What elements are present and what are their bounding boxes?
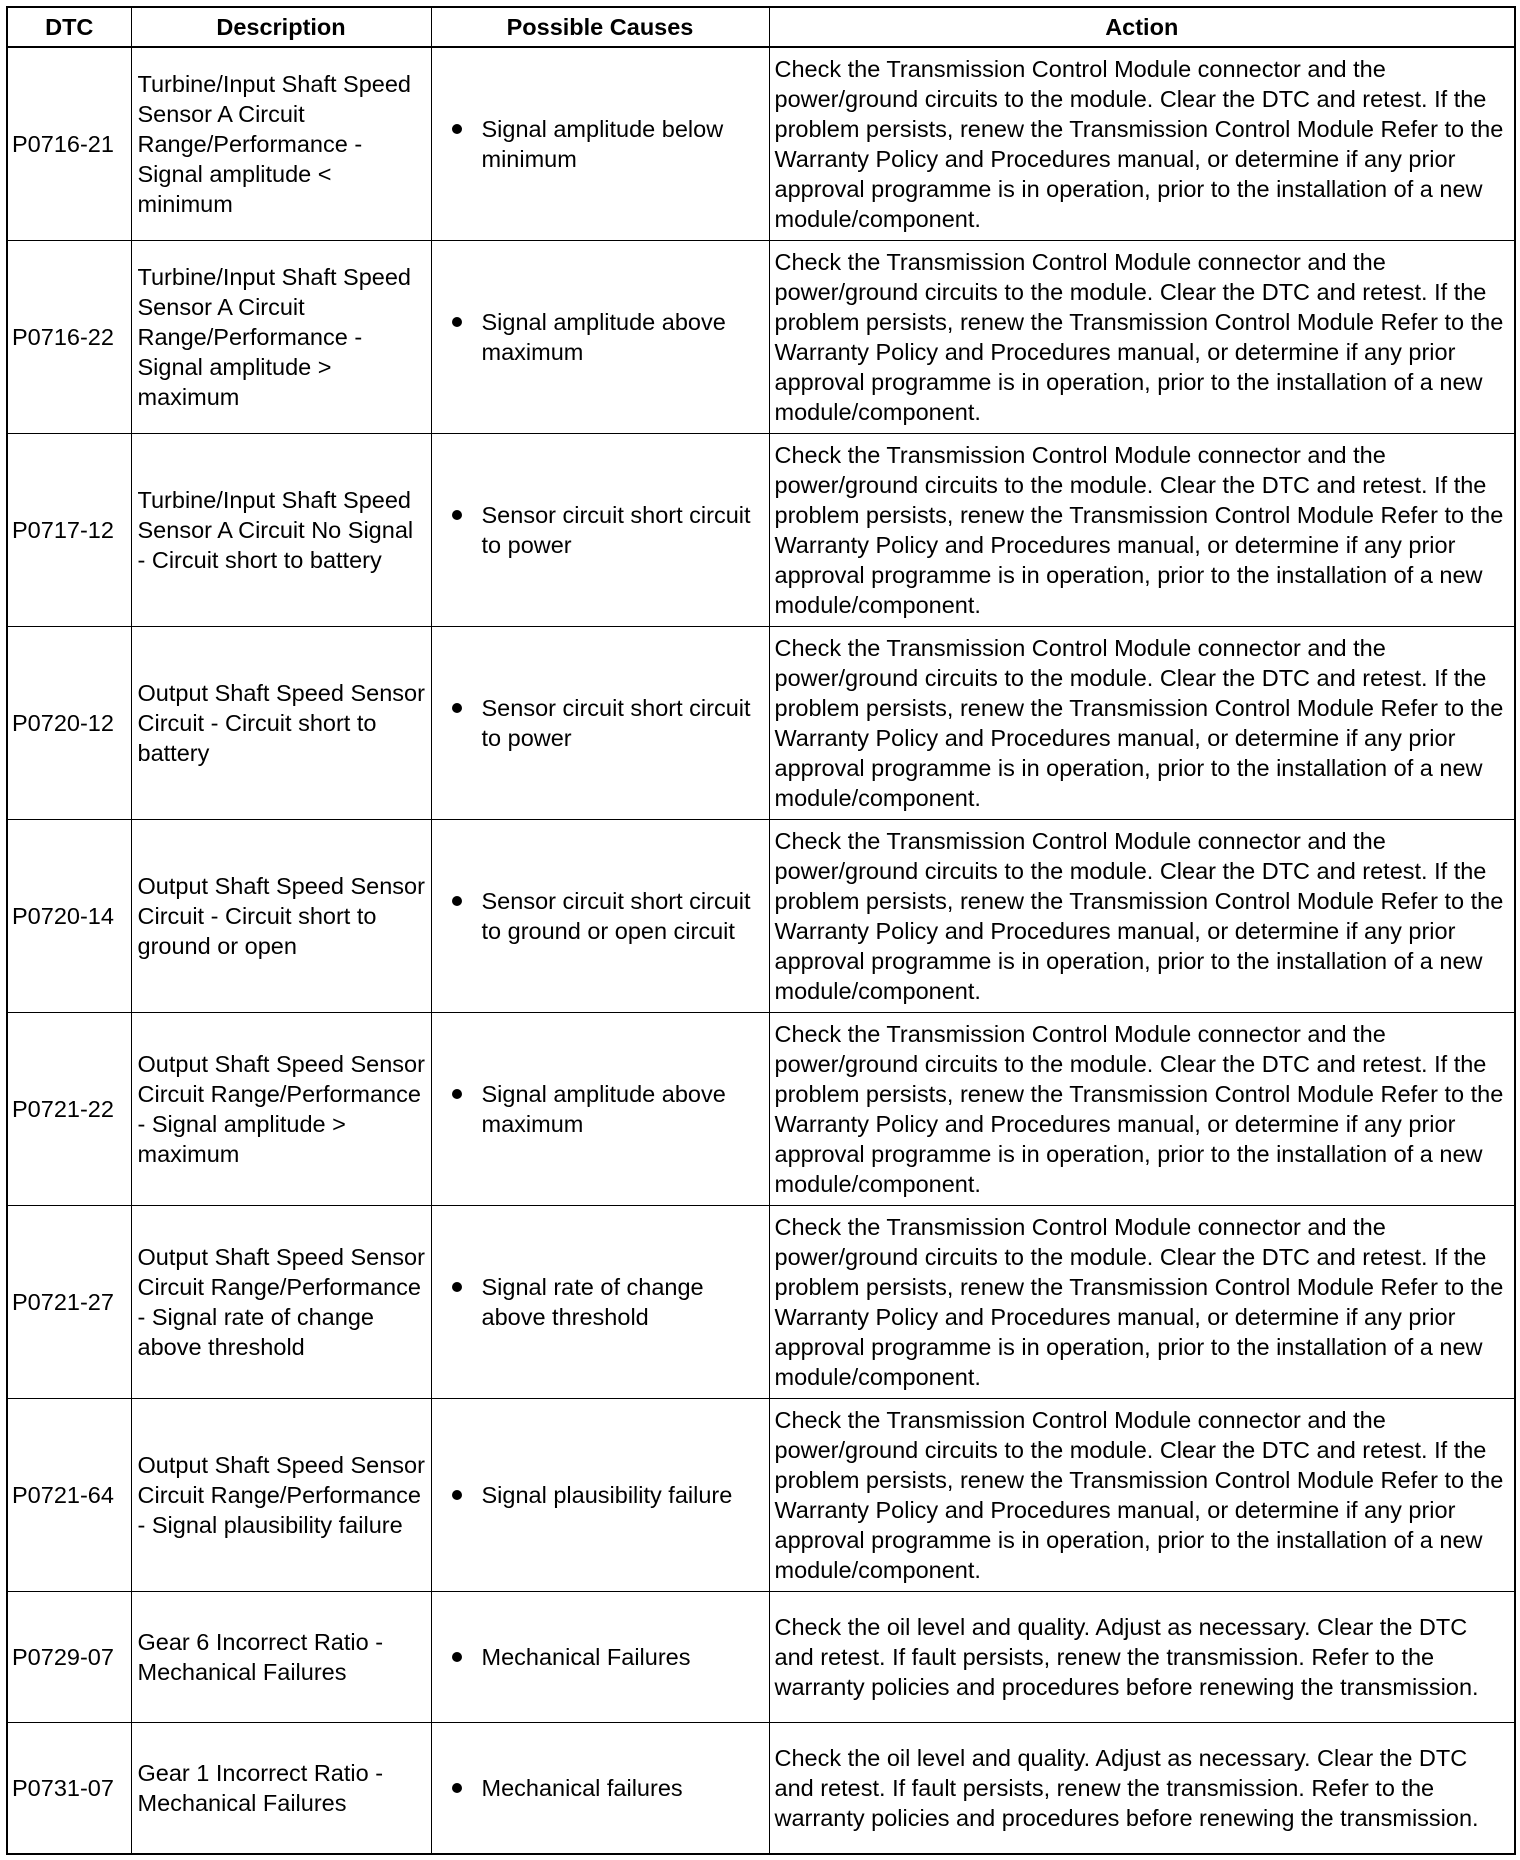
dtc-description: Output Shaft Speed Sensor Circuit - Circuit short to battery [131,627,431,820]
dtc-description: Gear 1 Incorrect Ratio - Mechanical Failures [131,1723,431,1855]
cause-text: Signal amplitude above maximum [481,309,726,365]
cause-text: Signal plausibility failure [481,1482,733,1508]
dtc-code: P0729-07 [7,1592,131,1723]
dtc-description: Output Shaft Speed Sensor Circuit Range/Performance - Signal rate of change above threshold [131,1206,431,1399]
action-text: Check the oil level and quality. Adjust as necessary. Clear the DTC and retest. If fault persists, renew the transmission. Refer to the warranty policies and procedures before renewing the transmission. [769,1592,1515,1723]
bullet-icon [452,1783,462,1793]
dtc-code: P0716-22 [7,241,131,434]
action-text: Check the Transmission Control Module connector and the power/ground circuits to the module. Clear the DTC and retest. If the problem persists, renew the Transmission Control Module Refer to the Warranty Policy and Procedures manual, or determine if any prior approval programme is in operation, prior to the installation of a new module/component. [769,241,1515,434]
header-dtc: DTC [7,7,131,47]
bullet-icon [452,1282,462,1292]
bullet-icon [452,1490,462,1500]
dtc-description: Output Shaft Speed Sensor Circuit Range/Performance - Signal plausibility failure [131,1399,431,1592]
cause-text: Signal amplitude above maximum [481,1081,726,1137]
header-row [7,7,1515,47]
cause-text: Signal amplitude below minimum [481,116,724,172]
header-description: Description [131,7,431,47]
cause-text: Sensor circuit short circuit to power [481,695,751,751]
action-text: Check the Transmission Control Module connector and the power/ground circuits to the module. Clear the DTC and retest. If the problem persists, renew the Transmission Control Module Refer to the Warranty Policy and Procedures manual, or determine if any prior approval programme is in operation, prior to the installation of a new module/component. [769,627,1515,820]
dtc-description: Output Shaft Speed Sensor Circuit Range/Performance - Signal amplitude > maximum [131,1013,431,1206]
bullet-icon [452,703,462,713]
action-text: Check the Transmission Control Module connector and the power/ground circuits to the module. Clear the DTC and retest. If the problem persists, renew the Transmission Control Module Refer to the Warranty Policy and Procedures manual, or determine if any prior approval programme is in operation, prior to the installation of a new module/component. [769,1206,1515,1399]
dtc-description: Gear 6 Incorrect Ratio - Mechanical Failures [131,1592,431,1723]
possible-cause [431,1206,769,1399]
cause-text: Signal rate of change above threshold [481,1274,704,1330]
action-text: Check the Transmission Control Module connector and the power/ground circuits to the module. Clear the DTC and retest. If the problem persists, renew the Transmission Control Module Refer to the Warranty Policy and Procedures manual, or determine if any prior approval programme is in operation, prior to the installation of a new module/component. [769,1399,1515,1592]
dtc-code: P0716-21 [7,47,131,241]
bullet-icon [452,124,462,134]
cause-text: Sensor circuit short circuit to ground or open circuit [481,888,751,944]
action-text: Check the Transmission Control Module connector and the power/ground circuits to the module. Clear the DTC and retest. If the problem persists, renew the Transmission Control Module Refer to the Warranty Policy and Procedures manual, or determine if any prior approval programme is in operation, prior to the installation of a new module/component. [769,820,1515,1013]
possible-cause [431,820,769,1013]
table-row [7,627,1515,820]
table-row [7,1206,1515,1399]
bullet-icon [452,317,462,327]
dtc-code: P0720-12 [7,627,131,820]
dtc-description: Turbine/Input Shaft Speed Sensor A Circuit Range/Performance - Signal amplitude < minimum [131,47,431,241]
table-row [7,1399,1515,1592]
header-possible-causes: Possible Causes [431,7,769,47]
action-text: Check the Transmission Control Module connector and the power/ground circuits to the module. Clear the DTC and retest. If the problem persists, renew the Transmission Control Module Refer to the Warranty Policy and Procedures manual, or determine if any prior approval programme is in operation, prior to the installation of a new module/component. [769,47,1515,241]
cause-text: Sensor circuit short circuit to power [481,502,751,558]
dtc-description: Turbine/Input Shaft Speed Sensor A Circuit No Signal - Circuit short to battery [131,434,431,627]
dtc-description: Output Shaft Speed Sensor Circuit - Circuit short to ground or open [131,820,431,1013]
table-row [7,47,1515,241]
dtc-code: P0731-07 [7,1723,131,1855]
table-row [7,1723,1515,1855]
bullet-icon [452,510,462,520]
dtc-code: P0721-64 [7,1399,131,1592]
action-text: Check the oil level and quality. Adjust as necessary. Clear the DTC and retest. If fault persists, renew the transmission. Refer to the warranty policies and procedures before renewing the transmission. [769,1723,1515,1855]
possible-cause [431,434,769,627]
action-text: Check the Transmission Control Module connector and the power/ground circuits to the module. Clear the DTC and retest. If the problem persists, renew the Transmission Control Module Refer to the Warranty Policy and Procedures manual, or determine if any prior approval programme is in operation, prior to the installation of a new module/component. [769,434,1515,627]
table-row [7,434,1515,627]
dtc-code: P0717-12 [7,434,131,627]
dtc-code: P0721-22 [7,1013,131,1206]
possible-cause [431,47,769,241]
cause-text: Mechanical failures [481,1775,683,1801]
table-row [7,1013,1515,1206]
table-row [7,820,1515,1013]
possible-cause [431,627,769,820]
possible-cause [431,1723,769,1855]
dtc-code: P0720-14 [7,820,131,1013]
action-text: Check the Transmission Control Module connector and the power/ground circuits to the module. Clear the DTC and retest. If the problem persists, renew the Transmission Control Module Refer to the Warranty Policy and Procedures manual, or determine if any prior approval programme is in operation, prior to the installation of a new module/component. [769,1013,1515,1206]
possible-cause [431,241,769,434]
header-action: Action [769,7,1515,47]
bullet-icon [452,896,462,906]
dtc-description: Turbine/Input Shaft Speed Sensor A Circuit Range/Performance - Signal amplitude > maximum [131,241,431,434]
dtc-code: P0721-27 [7,1206,131,1399]
cause-text: Mechanical Failures [481,1644,691,1670]
possible-cause [431,1399,769,1592]
dtc-table [6,6,1516,1855]
table-row [7,241,1515,434]
bullet-icon [452,1652,462,1662]
possible-cause [431,1013,769,1206]
bullet-icon [452,1089,462,1099]
possible-cause [431,1592,769,1723]
table-row [7,1592,1515,1723]
